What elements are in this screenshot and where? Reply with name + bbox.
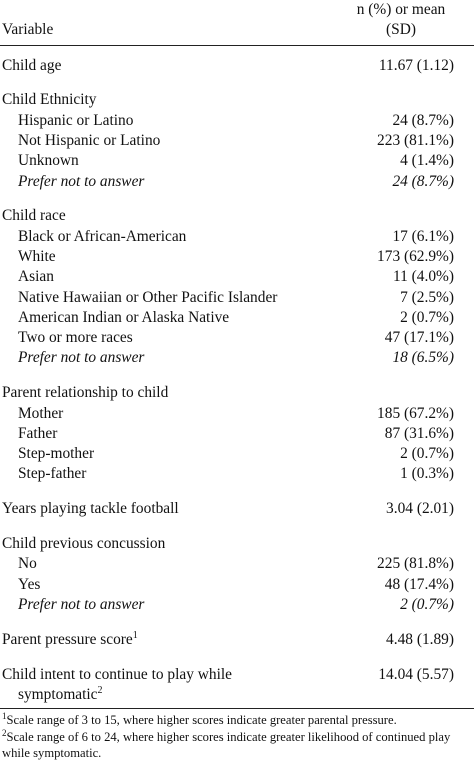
footnote-marker: 2 [97, 684, 103, 696]
row-label: Two or more races [18, 329, 133, 347]
table-row [0, 76, 474, 111]
row-label: Mother [18, 404, 64, 422]
header-value-line2: (SD) [386, 21, 416, 39]
row-value: 173 (62.9%) [377, 247, 454, 265]
row-value: 3.04 (2.01) [386, 500, 454, 518]
row-label-text: Parent pressure score [2, 630, 133, 648]
table-row [0, 575, 474, 595]
footnote-1 [2, 712, 474, 729]
row-label-text: symptomatic [18, 685, 98, 703]
table-row [0, 554, 474, 574]
row-label: Yes [18, 575, 41, 593]
table-row [0, 444, 474, 464]
row-value [328, 192, 474, 227]
footnote-marker: 1 [132, 629, 138, 641]
table-row [0, 172, 474, 192]
row-value [328, 369, 474, 404]
table-row [0, 404, 474, 424]
row-value: 17 (6.1%) [392, 227, 454, 245]
row-label: Hispanic or Latino [18, 111, 134, 129]
footnote-marker: 1 [2, 710, 7, 721]
row-value: 4.48 (1.89) [386, 630, 454, 648]
row-value: 24 (8.7%) [392, 111, 454, 129]
row-label: Native Hawaiian or Other Pacific Islander [18, 288, 278, 306]
header-variable: Variable [2, 21, 54, 39]
row-value: 223 (81.1%) [377, 131, 454, 149]
table-row [0, 131, 474, 151]
row-label: White [18, 247, 56, 265]
row-label: Asian [18, 268, 54, 286]
table-row [0, 328, 474, 348]
table-row [0, 650, 474, 685]
table-row [0, 348, 474, 368]
table-row [0, 267, 474, 287]
header-value [328, 0, 474, 45]
table-row [0, 288, 474, 308]
row-value [328, 685, 474, 709]
row-value: 4 (1.4%) [400, 152, 454, 170]
row-value: 2 (0.7%) [400, 308, 454, 326]
row-label: Unknown [18, 152, 79, 170]
row-label: Prefer not to answer [18, 349, 145, 367]
table-row [0, 424, 474, 444]
row-value: 225 (81.8%) [377, 555, 454, 573]
row-value: 11 (4.0%) [393, 268, 454, 286]
row-label [0, 685, 328, 709]
table-row [0, 464, 474, 484]
row-value: 24 (8.7%) [392, 172, 454, 190]
section-label: Child previous concussion [2, 535, 166, 553]
row-label: No [18, 555, 37, 573]
table-row [0, 111, 474, 131]
row-value [328, 520, 474, 555]
row-label: Black or African-American [18, 227, 187, 245]
section-label: Child race [2, 207, 66, 225]
row-value: 14.04 (5.57) [378, 665, 454, 683]
row-value: 1 (0.3%) [400, 465, 454, 483]
row-label: American Indian or Alaska Native [18, 308, 230, 326]
table-row [0, 227, 474, 247]
footnote-2 [2, 729, 474, 762]
header-value-line1: n (%) or mean [356, 1, 446, 18]
row-label [0, 615, 328, 650]
table-row [0, 151, 474, 171]
row-value: 87 (31.6%) [384, 424, 454, 442]
table-row [0, 369, 474, 404]
row-label: Child age [2, 56, 62, 74]
row-label: Prefer not to answer [18, 595, 145, 613]
table-row [0, 247, 474, 267]
row-value [328, 76, 474, 111]
footnote-text: Scale range of 3 to 15, where higher scores indicate greater parental pressure. [6, 713, 397, 727]
table-row [0, 192, 474, 227]
row-value: 185 (67.2%) [377, 404, 454, 422]
row-value: 47 (17.1%) [384, 329, 454, 347]
table-row [0, 520, 474, 555]
table-footnotes [2, 712, 474, 762]
row-label: Child intent to continue to play while [2, 665, 232, 683]
row-value: 18 (6.5%) [392, 349, 454, 367]
table-row [0, 685, 474, 709]
section-label: Parent relationship to child [2, 384, 169, 402]
row-value: 11.67 (1.12) [378, 56, 454, 74]
footnote-marker: 2 [2, 727, 7, 738]
table-header-row [0, 0, 474, 45]
row-value: 2 (0.7%) [400, 595, 454, 613]
table-row [0, 485, 474, 520]
row-value: 2 (0.7%) [400, 445, 454, 463]
table-row [0, 595, 474, 615]
table-row [0, 45, 474, 76]
row-label: Not Hispanic or Latino [18, 131, 161, 149]
footnote-text: Scale range of 6 to 24, where higher scores indicate greater likelihood of continued play while symptomatic. [2, 729, 451, 760]
row-value: 7 (2.5%) [400, 288, 454, 306]
row-label: Step-mother [18, 445, 95, 463]
row-label: Step-father [18, 465, 87, 483]
row-value: 48 (17.4%) [384, 575, 454, 593]
table-row [0, 615, 474, 650]
section-label: Child Ethnicity [2, 91, 97, 109]
row-label: Father [18, 424, 58, 442]
row-label: Years playing tackle football [2, 500, 179, 518]
table-row [0, 308, 474, 328]
row-label: Prefer not to answer [18, 172, 145, 190]
